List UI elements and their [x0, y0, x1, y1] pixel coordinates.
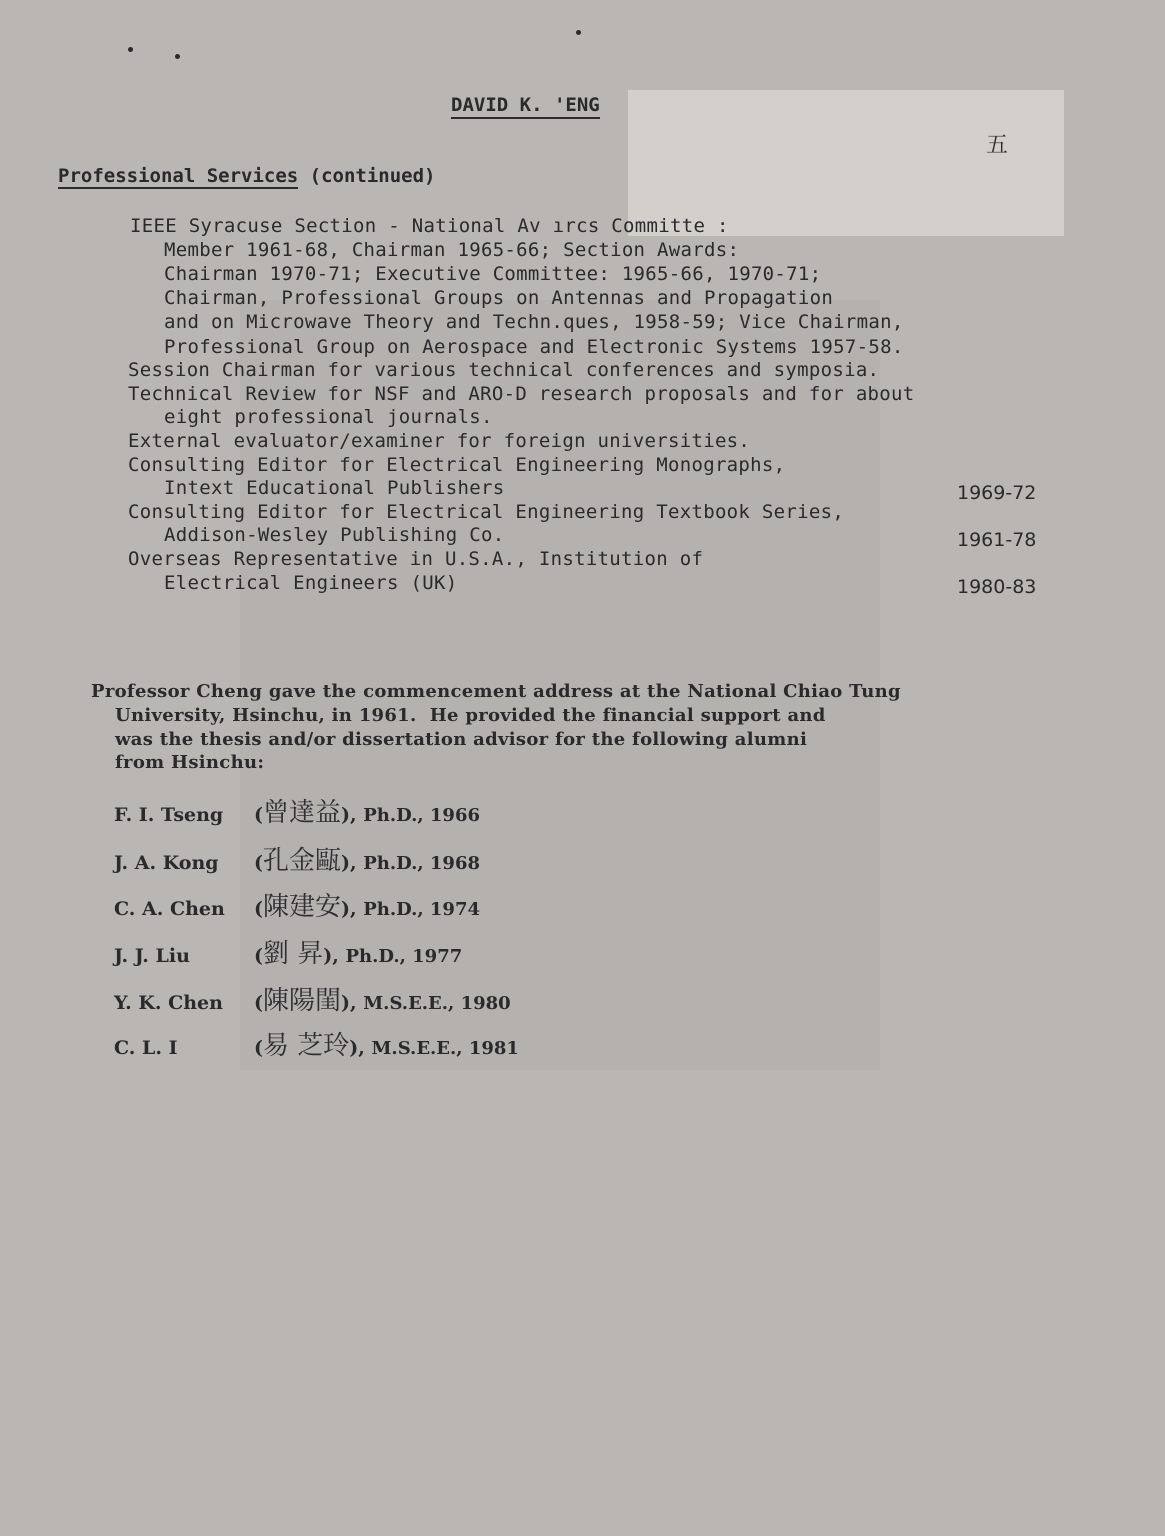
- section-title-suffix: (continued): [309, 165, 436, 187]
- service-line: Electrical Engineers (UK): [164, 572, 458, 594]
- service-line: Professional Group on Aerospace and Electronic Systems 1957-58.: [164, 336, 904, 358]
- alumnus-degree: M.S.E.E., 1981: [371, 1038, 519, 1059]
- year-range: 1969-72: [957, 482, 1037, 504]
- service-line: Consulting Editor for Electrical Engineering Textbook Series,: [128, 501, 845, 523]
- alumnus-degree: Ph.D., 1974: [363, 899, 481, 920]
- alumnus-chinese-name: 曾達益: [263, 798, 342, 828]
- alumnus-row: Y. K. Chen (陳陽閨), M.S.E.E., 1980: [114, 980, 511, 1014]
- section-heading: [58, 165, 436, 187]
- alumnus-degree: M.S.E.E., 1980: [363, 993, 511, 1014]
- paragraph-line: was the thesis and/or dissertation advisor for the following alumni: [115, 729, 808, 750]
- service-line: Consulting Editor for Electrical Engineering Monographs,: [128, 454, 786, 476]
- alumnus-chinese-name: 劉 昇: [263, 939, 324, 969]
- paragraph-line: University, Hsinchu, in 1961. He provided the financial support and: [115, 705, 826, 726]
- alumnus-name: C. L. I: [114, 1037, 178, 1059]
- alumnus-row: J. A. Kong (孔金甌), Ph.D., 1968: [114, 840, 480, 874]
- page-number: 五: [986, 133, 1009, 158]
- alumnus-row: J. J. Liu (劉 昇), Ph.D., 1977: [114, 933, 462, 967]
- alumnus-chinese-name: 陳建安: [263, 892, 342, 922]
- alumnus-name: J. A. Kong: [114, 852, 219, 874]
- alumnus-chinese-name: 孔金甌: [263, 846, 342, 876]
- alumnus-degree: Ph.D., 1968: [363, 853, 481, 874]
- paragraph-line: from Hsinchu:: [115, 752, 265, 773]
- page-title: DAVID K. 'ENG: [451, 94, 600, 119]
- service-line: Chairman 1970-71; Executive Committee: 1965-66, 1970-71;: [164, 263, 822, 285]
- ink-speck: [175, 54, 180, 59]
- service-line: Chairman, Professional Groups on Antennas and Propagation: [164, 287, 834, 309]
- ink-speck: [128, 47, 133, 52]
- service-line: Intext Educational Publishers: [164, 477, 505, 499]
- alumnus-row: C. L. I (易 芝玲), M.S.E.E., 1981: [114, 1025, 519, 1059]
- year-range: 1980-83: [957, 576, 1037, 598]
- alumnus-row: C. A. Chen (陳建安), Ph.D., 1974: [114, 886, 480, 920]
- alumnus-chinese-name: 易 芝玲: [263, 1031, 350, 1061]
- service-line: IEEE Syracuse Section - National Av ırcs Committe :: [130, 215, 729, 237]
- service-line: Addison-Wesley Publishing Co.: [164, 524, 505, 546]
- alumnus-name: Y. K. Chen: [114, 992, 223, 1014]
- alumnus-degree: Ph.D., 1966: [363, 805, 481, 826]
- service-line: Overseas Representative in U.S.A., Institution of: [128, 548, 704, 570]
- service-line: External evaluator/examiner for foreign universities.: [128, 430, 751, 452]
- year-range: 1961-78: [957, 529, 1037, 551]
- section-title: Professional Services: [58, 165, 299, 187]
- paragraph-line: Professor Cheng gave the commencement address at the National Chiao Tung: [91, 681, 901, 702]
- alumnus-name: C. A. Chen: [114, 898, 225, 920]
- alumnus-degree: Ph.D., 1977: [345, 946, 463, 967]
- alumnus-chinese-name: 陳陽閨: [263, 986, 342, 1016]
- service-line: and on Microwave Theory and Techn.ques, 1958-59; Vice Chairman,: [164, 311, 904, 333]
- alumnus-name: J. J. Liu: [114, 945, 190, 967]
- service-line: Member 1961-68, Chairman 1965-66; Section Awards:: [164, 239, 740, 261]
- ink-speck: [576, 30, 581, 35]
- service-line: Session Chairman for various technical conferences and symposia.: [128, 359, 880, 381]
- alumnus-name: F. I. Tseng: [114, 804, 224, 826]
- service-line: eight professional journals.: [164, 406, 493, 428]
- alumnus-row: F. I. Tseng (曾達益), Ph.D., 1966: [114, 792, 480, 826]
- service-line: Technical Review for NSF and ARO-D research proposals and for about: [128, 383, 915, 405]
